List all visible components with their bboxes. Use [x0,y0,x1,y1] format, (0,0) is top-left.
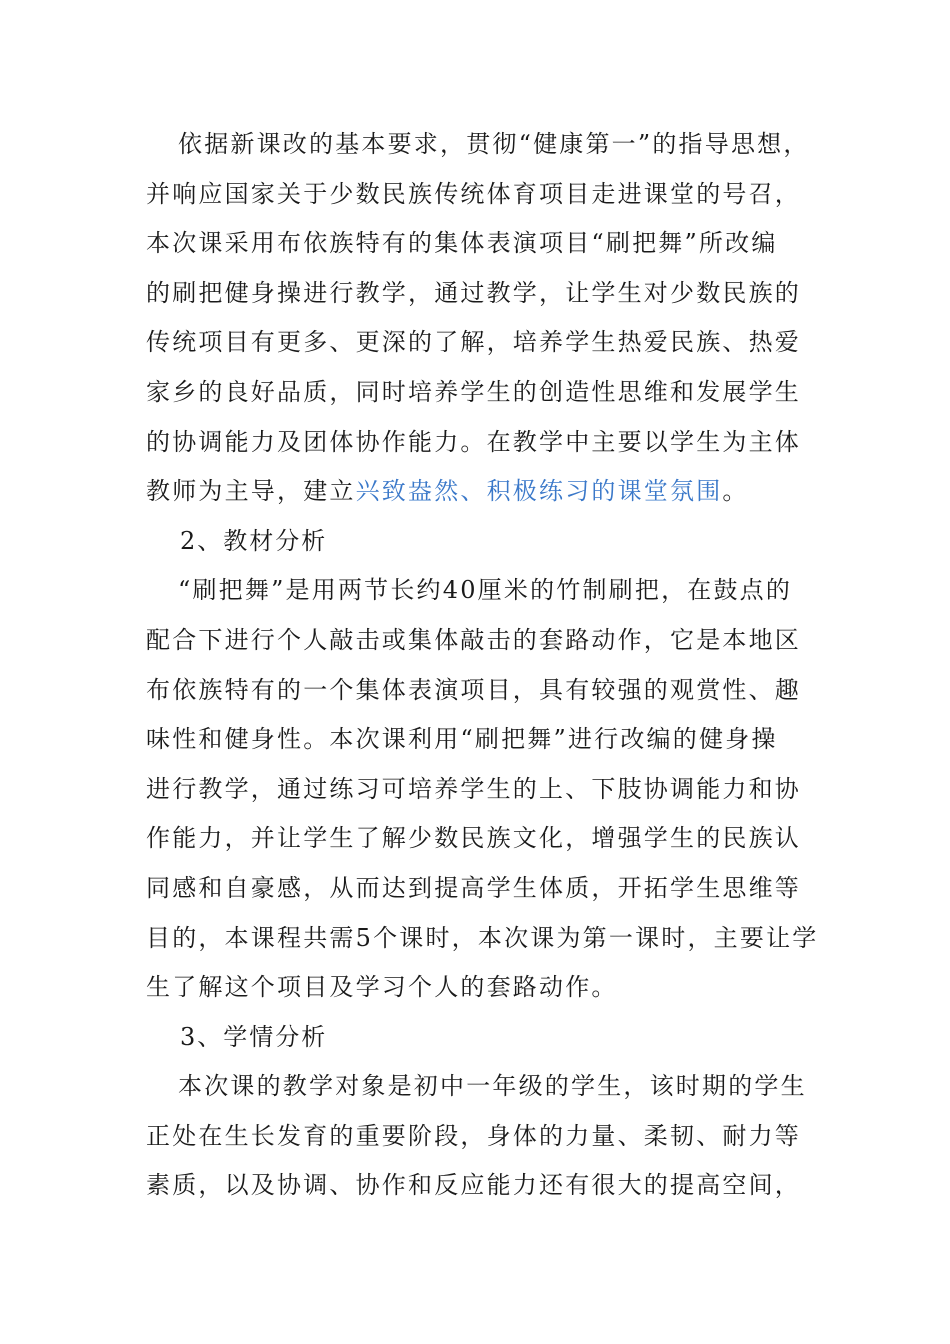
paragraph-line: “刷把舞”是用两节长约40厘米的竹制刷把，在鼓点的 [178,576,793,605]
paragraph-line: 进行教学，通过练习可培养学生的上、下肢协调能力和协 [146,774,801,803]
document-page [146,120,819,1211]
paragraph-line: 本次课的教学对象是初中一年级的学生，该时期的学生 [178,1072,807,1101]
paragraph-line: 正处在生长发育的重要阶段，身体的力量、柔韧、耐力等 [146,1121,801,1150]
paragraph-line: 的刷把健身操进行教学，通过教学，让学生对少数民族的 [146,278,801,307]
paragraph-line [146,467,816,517]
paragraph-line: 生了解这个项目及学习个人的套路动作。 [146,973,618,1002]
paragraph-line: 并响应国家关于少数民族传统体育项目走进课堂的号召， [146,179,801,208]
paragraph-line: 目的，本课程共需5个课时，本次课为第一课时，主要让学 [146,923,819,952]
paragraph-text: 。 [722,477,749,506]
paragraph-text: 教师为主导，建立 [146,477,356,506]
section-heading-2: 2、教材分析 [180,526,328,555]
paragraph-line: 本次课采用布依族特有的集体表演项目“刷把舞”所改编 [146,229,778,258]
section-heading-3: 3、学情分析 [180,1022,328,1051]
hyperlink-text[interactable]: 兴致盎然、积极练习的课堂氛围 [355,477,723,506]
paragraph-line: 布依族特有的一个集体表演项目，具有较强的观赏性、趣 [146,675,801,704]
paragraph-line: 家乡的良好品质，同时培养学生的创造性思维和发展学生 [146,377,801,406]
paragraph-line: 作能力，并让学生了解少数民族文化，增强学生的民族认 [146,824,801,853]
paragraph-line: 配合下进行个人敲击或集体敲击的套路动作，它是本地区 [146,625,801,654]
paragraph-line: 味性和健身性。本次课利用“刷把舞”进行改编的健身操 [146,725,778,754]
paragraph-line: 依据新课改的基本要求，贯彻“健康第一”的指导思想， [178,130,810,158]
paragraph-line: 素质，以及协调、协作和反应能力还有很大的提高空间， [146,1171,801,1200]
paragraph-line: 传统项目有更多、更深的了解，培养学生热爱民族、热爱 [146,328,801,357]
paragraph-line: 同感和自豪感，从而达到提高学生体质，开拓学生思维等 [146,873,801,902]
paragraph-line: 的协调能力及团体协作能力。在教学中主要以学生为主体 [146,427,801,456]
